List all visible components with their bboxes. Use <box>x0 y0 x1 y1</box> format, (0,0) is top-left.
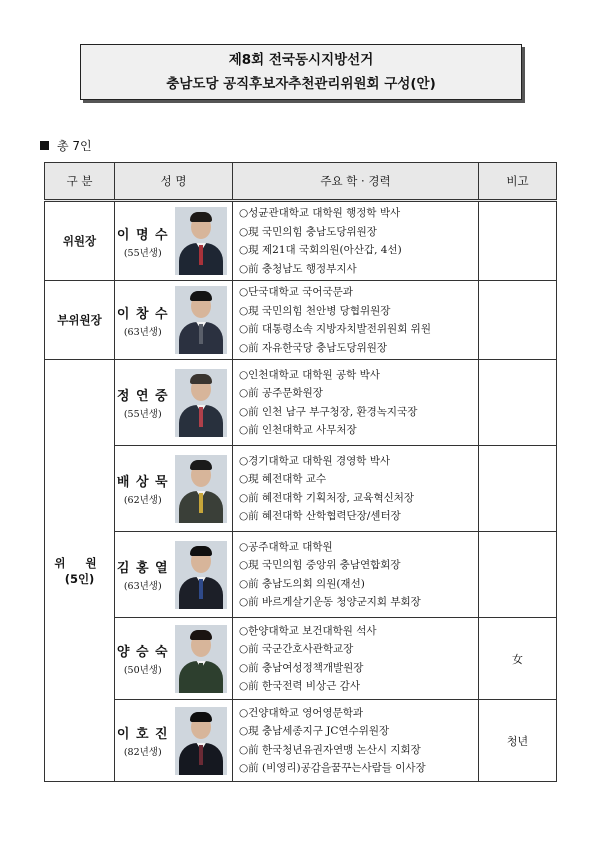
header-name: 성 명 <box>115 163 233 201</box>
career-item: ○성균관대학교 대학원 행정학 박사 <box>239 207 401 219</box>
summary-text: 총 7인 <box>57 139 92 153</box>
member-photo-cell <box>171 618 233 700</box>
black-square-bullet-icon <box>40 141 49 150</box>
member-portrait-photo <box>175 625 227 693</box>
career-item: ○건양대학교 영어영문학과 <box>239 706 364 719</box>
career-item: ○前 대통령소속 지방자치발전위원회 위원 <box>239 323 431 335</box>
member-name: 이 명 수 <box>116 227 169 243</box>
career-item: ○인천대학교 대학원 공학 박사 <box>239 368 380 381</box>
member-birth-year: (55년생) <box>123 247 162 259</box>
member-birth-year: (55년생) <box>123 409 162 420</box>
career-item: ○現 제21대 국회의원(아산갑, 4선) <box>239 244 402 256</box>
member-birth-year: (62년생) <box>123 495 162 506</box>
member-career-cell <box>233 446 479 532</box>
member-name-cell <box>115 618 171 700</box>
member-name-cell <box>115 446 171 532</box>
member-note <box>479 446 557 532</box>
member-birth-year: (50년생) <box>123 665 162 676</box>
category-members-label: 위 원 <box>54 555 105 570</box>
member-name: 양 승 숙 <box>116 645 169 660</box>
member-name: 이 창 수 <box>116 306 169 322</box>
member-note: 청년 <box>479 700 557 782</box>
header-career: 주요 학 · 경력 <box>233 163 479 201</box>
member-career-cell <box>233 201 479 281</box>
member-note: 女 <box>479 618 557 700</box>
career-item: ○前 인천대학교 사무처장 <box>239 424 357 436</box>
member-row <box>45 201 557 281</box>
member-name: 김 홍 열 <box>116 561 169 576</box>
member-photo-cell <box>171 700 233 782</box>
member-photo-cell <box>171 532 233 618</box>
career-item: ○단국대학교 국어국문과 <box>239 286 353 298</box>
header-category: 구 분 <box>45 163 115 201</box>
category-chair: 위원장 <box>45 201 115 281</box>
category-members-count: (5인) <box>64 571 95 586</box>
member-portrait-photo <box>175 541 227 609</box>
career-item: ○경기대학교 대학원 경영학 박사 <box>239 454 391 467</box>
career-item: ○前 충남도의회 의원(재선) <box>239 577 365 590</box>
career-item: ○前 자유한국당 충남도당위원장 <box>239 341 388 354</box>
career-item: ○前 혜전대학 기획처장, 교육혁신처장 <box>239 491 415 504</box>
career-item: ○前 국군간호사관학교장 <box>239 643 354 655</box>
category-members <box>45 360 115 782</box>
member-row <box>45 532 557 618</box>
member-name-cell <box>115 201 171 281</box>
member-name-cell <box>115 700 171 782</box>
member-row <box>45 446 557 532</box>
title-line-2: 충남도당 공직후보자추천관리위원회 구성(안) <box>166 76 436 92</box>
member-row <box>45 700 557 782</box>
career-item: ○前 한국청년유권자연맹 논산시 지회장 <box>239 743 421 756</box>
member-photo-cell <box>171 201 233 281</box>
career-item: ○한양대학교 보건대학원 석사 <box>239 624 377 637</box>
member-row <box>45 618 557 700</box>
member-career-cell <box>233 700 479 782</box>
career-item: ○現 충남세종지구 JC연수위원장 <box>239 725 390 737</box>
career-item: ○前 (비영리)공감을꿈꾸는사람들 이사장 <box>239 762 426 774</box>
member-career-cell <box>233 281 479 360</box>
member-name-cell <box>115 281 171 360</box>
member-photo-cell <box>171 360 233 446</box>
career-item: ○現 혜전대학 교수 <box>239 473 327 485</box>
career-item: ○前 충남여성정책개발원장 <box>239 661 364 674</box>
document-title-box <box>80 44 522 100</box>
member-birth-year: (63년생) <box>123 581 162 592</box>
member-portrait-photo <box>175 369 227 437</box>
member-name-cell <box>115 532 171 618</box>
member-row <box>45 281 557 360</box>
member-portrait-photo <box>175 207 227 275</box>
career-item: ○現 국민의힘 천안병 당협위원장 <box>239 304 391 317</box>
career-item: ○前 바르게살기운동 청양군지회 부회장 <box>239 596 421 608</box>
member-portrait-photo <box>175 707 227 775</box>
member-birth-year: (82년생) <box>123 747 162 758</box>
member-note <box>479 532 557 618</box>
career-item: ○前 혜전대학 산학협력단장/센터장 <box>239 510 401 522</box>
member-photo-cell <box>171 446 233 532</box>
member-note <box>479 360 557 446</box>
career-item: ○前 충청남도 행정부지사 <box>239 262 357 275</box>
member-note <box>479 201 557 281</box>
career-item: ○現 국민의힘 중앙위 충남연합회장 <box>239 559 401 571</box>
title-line-1: 제8회 전국동시지방선거 <box>228 52 374 68</box>
member-portrait-photo <box>175 286 227 354</box>
member-career-cell <box>233 532 479 618</box>
member-photo-cell <box>171 281 233 360</box>
career-item: ○前 한국전력 비상근 감사 <box>239 680 360 692</box>
category-vice-chair: 부위원장 <box>45 281 115 360</box>
member-career-cell <box>233 618 479 700</box>
member-career-cell <box>233 360 479 446</box>
career-item: ○공주대학교 대학원 <box>239 540 333 553</box>
committee-table <box>44 162 557 782</box>
member-count-summary <box>40 137 92 154</box>
member-name-cell <box>115 360 171 446</box>
member-birth-year: (63년생) <box>123 326 162 338</box>
header-note: 비고 <box>479 163 557 201</box>
career-item: ○現 국민의힘 충남도당위원장 <box>239 225 377 238</box>
career-item: ○前 인천 남구 부구청장, 환경녹지국장 <box>239 405 418 418</box>
member-row <box>45 360 557 446</box>
member-note <box>479 281 557 360</box>
member-portrait-photo <box>175 455 227 523</box>
career-item: ○前 공주문화원장 <box>239 387 323 399</box>
table-header-row <box>45 163 557 201</box>
member-name: 이 호 진 <box>116 727 169 742</box>
member-name: 배 상 묵 <box>116 475 169 490</box>
member-name: 정 연 중 <box>116 389 169 404</box>
